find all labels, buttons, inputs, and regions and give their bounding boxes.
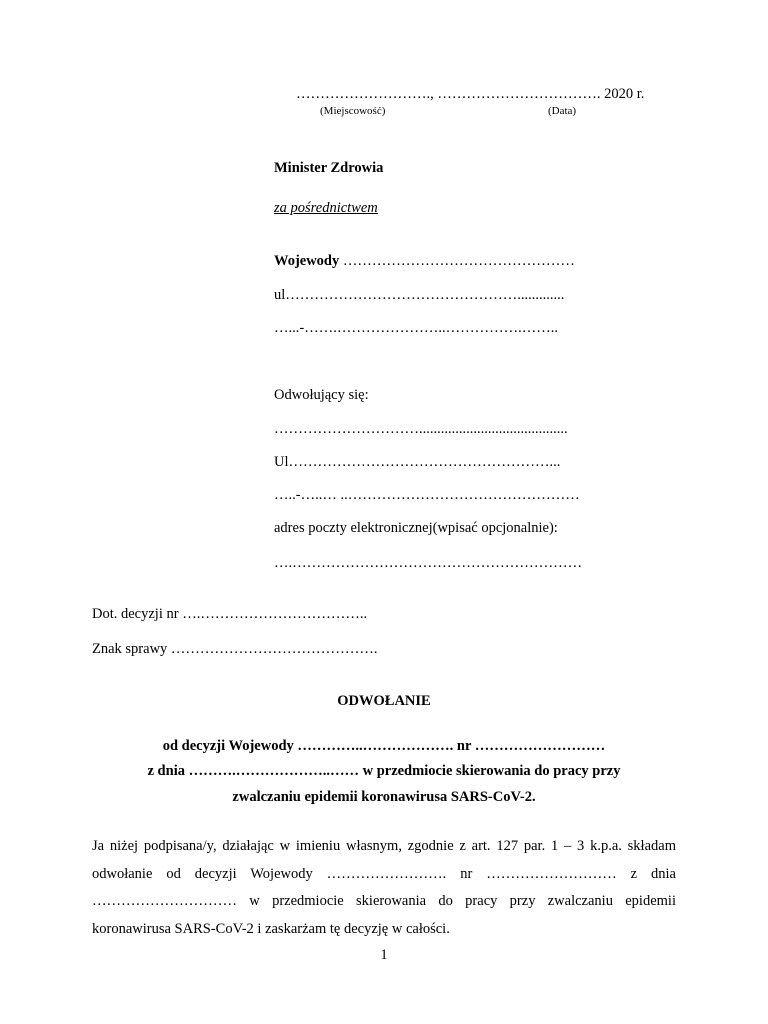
appellant-email-line: ….…………………………………………………… [274,555,583,571]
voivode-line [274,253,575,270]
appellant-postal-line: …..-…..… ..………………………………………… [274,487,580,503]
appellant-email-label: adres poczty elektronicznej(wpisać opcjonalnie): [274,520,558,536]
case-number-line: Znak sprawy ……………………………………. [92,641,378,657]
addressee-minister: Minister Zdrowia [274,160,384,176]
appellant-name-line: …………………………......................................... [274,421,568,437]
place-date-line: ………………………., ……………………………. 2020 r. [296,86,645,102]
addressee-via: za pośrednictwem [274,200,378,216]
addressee-postal-line: …...-…….…………………..…………….…….. [274,320,558,336]
date-caption: (Data) [548,105,577,117]
addressee-street-line: ul…………………………………………............. [274,287,565,303]
place-caption: (Miejscowość) [320,105,386,117]
page-number: 1 [380,947,388,963]
appellant-label: Odwołujący się: [274,387,369,403]
document-title: ODWOŁANIE [337,693,431,709]
appellant-street-line: Ul………………………………………………... [274,454,561,470]
appeal-paragraph: Ja niżej podpisana/y, działając w imieniu własnym, zgodnie z art. 127 par. 1 – 3 k.p.a. składam odwołanie od decyzji Wojewody ……………………. nr ……………………… z dnia ………………………… w przedmiocie skierowania do pracy przy zwalczaniu epidemii koronawirusa SARS-CoV-2 i zaskarżam tę decyzję w całości. [92,838,676,937]
voivode-label: Wojewody [274,253,340,269]
decision-number-line: Dot. decyzji nr ….…………………………….. [92,606,368,622]
title-line-3: zwalczaniu epidemii koronawirusa SARS-CoV-2. [232,789,536,805]
title-line-2: z dnia ……….………………..…… w przedmiocie skierowania do pracy przy [147,763,621,779]
voivode-dots: ………………………………………… [342,253,575,269]
title-line-1: od decyzji Wojewody …………..………………. nr ……………………… [162,738,606,754]
